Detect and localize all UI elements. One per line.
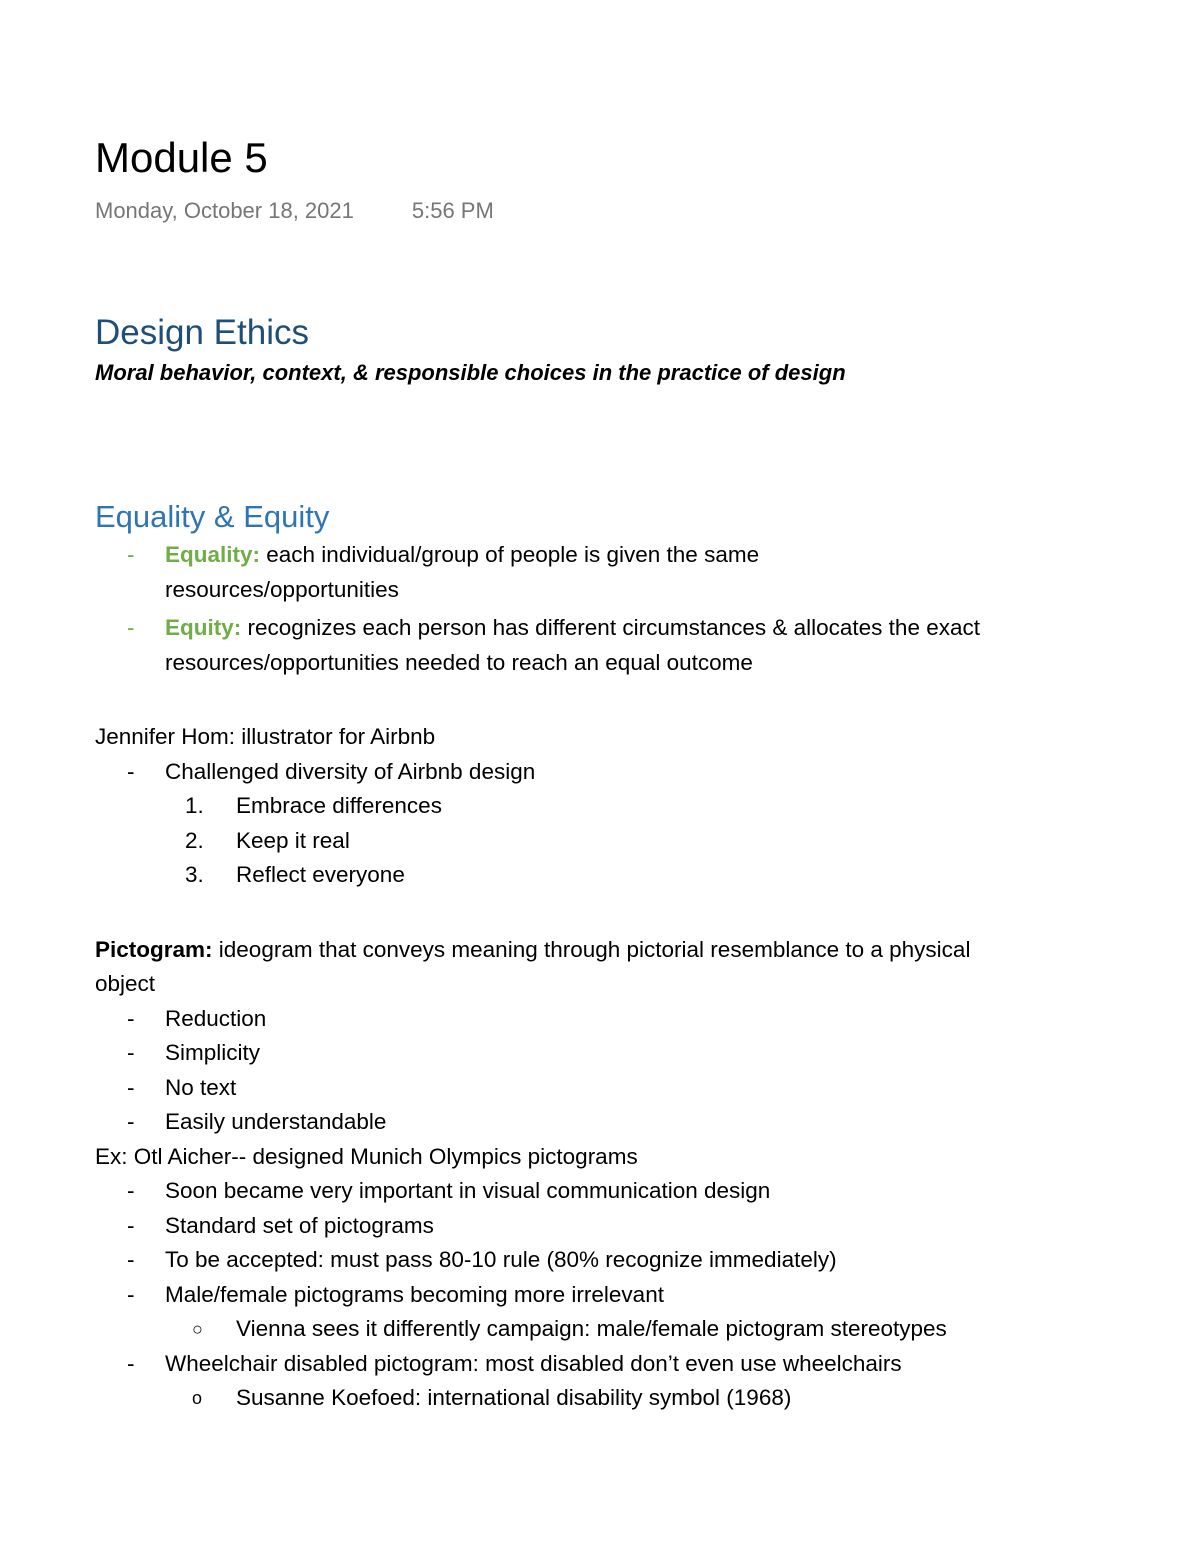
jennifer-numbered-list [95,789,1155,893]
definition-equity-cont: resources/opportunities needed to reach an equal outcome [165,649,753,675]
pictogram-definition [95,933,1155,968]
sub-list-item-text: Susanne Koefoed: international disability symbol (1968) [236,1385,792,1410]
sub-list-item-text: Vienna sees it differently campaign: male/female pictogram stereotypes [236,1316,947,1341]
vienna-sublist [95,1312,1155,1347]
term-equity: Equity: [165,615,242,640]
dash-bullet: - [127,1281,135,1307]
page-title: Module 5 [95,134,268,181]
design-ethics-subtitle: Moral behavior, context, & responsible choices in the practice of design [95,360,846,385]
dash-bullet: - [127,1040,135,1065]
numbered-item-text: Embrace differences [236,793,442,818]
dash-bullet: - [127,1178,135,1203]
note-datetime [95,196,1155,226]
number-marker: 3. [185,862,204,887]
numbered-item-text: Keep it real [236,827,350,853]
jennifer-intro: Jennifer Hom: illustrator for Airbnb [95,724,436,749]
dash-bullet: - [127,1109,135,1134]
equality-equity-list [95,538,1155,680]
list-item [95,755,1155,790]
wheelchair-list [95,1347,1155,1382]
list-item [95,1209,1155,1244]
list-item-text: Simplicity [165,1040,261,1065]
pictogram-traits-list [95,1002,1155,1140]
numbered-item [95,858,1155,893]
definition-equality: each individual/group of people is given the same [260,542,760,567]
list-item-text: Challenged diversity of Airbnb design [165,758,536,784]
dash-bullet: - [127,1074,135,1100]
list-item-text: Standard set of pictograms [165,1212,434,1238]
term-pictogram: Pictogram: [95,936,213,962]
list-item [95,1243,1155,1278]
aicher-list [95,1174,1155,1312]
list-item [95,1002,1155,1037]
list-item [95,1278,1155,1313]
dash-bullet: - [127,1005,135,1031]
circle-bullet-icon: ○ [192,1319,203,1339]
pictogram-example: Ex: Otl Aicher-- designed Munich Olympics pictograms [95,1143,638,1169]
list-item-text: To be accepted: must pass 80-10 rule (80% recognize immediately) [165,1247,837,1272]
term-equality: Equality: [165,542,261,567]
dash-bullet: - [127,758,135,784]
dash-bullet: - [127,1247,135,1272]
list-item [95,1071,1155,1106]
list-item-text: Easily understandable [165,1109,387,1134]
pictogram-def-cont: object [95,971,156,996]
list-item [95,1105,1155,1140]
list-item-text: Reduction [165,1005,267,1031]
list-item-text: No text [165,1074,237,1100]
list-item [95,1347,1155,1382]
note-time: 5:56 PM [411,198,494,223]
heading-design-ethics: Design Ethics [95,313,309,352]
dash-bullet: - [127,1212,135,1238]
numbered-item [95,824,1155,859]
jennifer-list [95,755,1155,790]
list-item-text: Soon became very important in visual communication design [165,1178,771,1203]
pictogram-def-text: ideogram that conveys meaning through pictorial resemblance to a physical [212,936,971,962]
circle-bullet-icon: o [192,1388,203,1408]
note-page [95,130,1155,1416]
koefoed-sublist [95,1381,1155,1416]
list-item [95,1036,1155,1071]
list-item-text: Male/female pictograms becoming more irrelevant [165,1281,664,1307]
list-item-equality [95,538,1155,607]
heading-equality-equity: Equality & Equity [95,499,330,534]
list-item [95,1174,1155,1209]
list-item-equity [95,611,1155,680]
dash-bullet: - [127,542,135,567]
definition-equity: recognizes each person has different circumstances & allocates the exact [241,615,980,640]
note-date: Monday, October 18, 2021 [95,198,354,223]
numbered-item [95,789,1155,824]
numbered-item-text: Reflect everyone [236,862,405,887]
sub-list-item [95,1381,1155,1416]
dash-bullet: - [127,615,135,640]
dash-bullet: - [127,1350,135,1376]
number-marker: 2. [185,827,204,853]
definition-equality-cont: resources/opportunities [165,576,399,602]
list-item-text: Wheelchair disabled pictogram: most disabled don’t even use wheelchairs [165,1350,902,1376]
sub-list-item [95,1312,1155,1347]
number-marker: 1. [185,793,204,818]
